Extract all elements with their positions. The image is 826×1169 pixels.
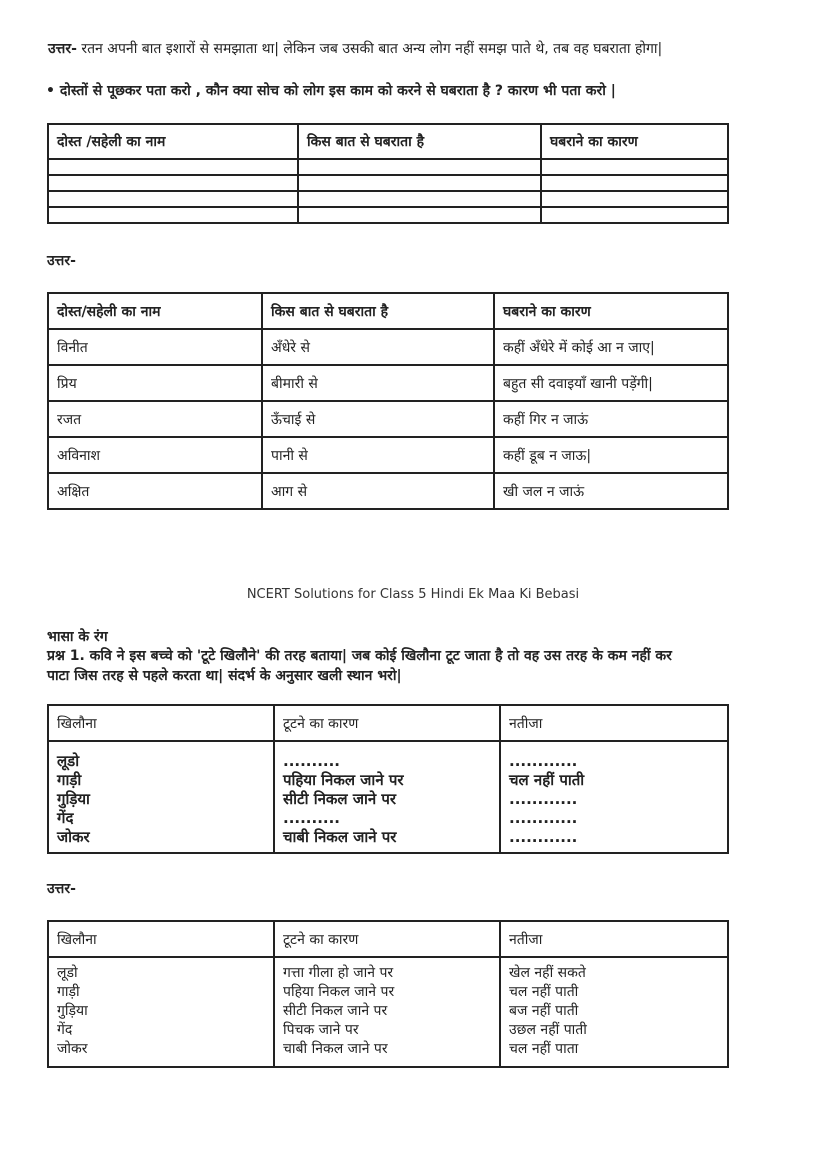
toy-label: गेंद: [57, 1022, 73, 1038]
table-header-cell: टूटने का कारण: [274, 705, 500, 741]
toy-label: गुड़िया: [57, 1003, 88, 1019]
result-label: ............: [509, 790, 578, 808]
results-cell: [500, 741, 728, 853]
table-header-row: [48, 705, 728, 741]
table-header-cell: घबराने का कारण: [541, 124, 728, 159]
reason-label: सीटी निकल जाने पर: [283, 1003, 388, 1019]
results-cell: [500, 957, 728, 1067]
answer-label: उत्तर-: [47, 881, 76, 897]
result-label: चल नहीं पाती: [509, 984, 579, 1000]
toy-question-table: [47, 704, 729, 854]
table-header-row: [48, 124, 728, 159]
table-row: [48, 741, 728, 853]
answer-label: उत्तर-: [47, 253, 76, 269]
toy-label: गाड़ी: [57, 984, 80, 1000]
table-row: [48, 329, 728, 365]
table-header-cell: किस बात से घबराता है: [298, 124, 541, 159]
reason-label: पिचक जाने पर: [283, 1022, 359, 1038]
reason-label: पहिया निकल जाने पर: [283, 984, 395, 1000]
friend-name-cell: अक्षित: [48, 473, 262, 509]
table-row: [48, 401, 728, 437]
reason-label: चाबी निकल जाने पर: [283, 828, 397, 846]
friend-name-cell: रजत: [48, 401, 262, 437]
friend-name-cell: अविनाश: [48, 437, 262, 473]
question-line-2: पाटा जिस तरह से पहले करता था| संदर्भ के अनुसार खली स्थान भरो|: [47, 668, 402, 684]
result-label: उछल नहीं पाती: [509, 1022, 587, 1038]
reason-label: ..........: [283, 752, 340, 770]
reason-label: गत्ता गीला हो जाने पर: [283, 965, 394, 981]
friends-table: [47, 292, 729, 510]
table-row: [48, 957, 728, 1067]
toy-label: जोकर: [57, 828, 90, 846]
result-label: ............: [509, 752, 578, 770]
blank-cell: [541, 159, 728, 175]
reason-label: पहिया निकल जाने पर: [283, 771, 404, 789]
blank-cell: [541, 191, 728, 207]
table-row: [48, 365, 728, 401]
toy-label: लूडो: [57, 752, 80, 770]
intro-answer-text: रतन अपनी बात इशारों से समझाता था| लेकिन जब उसकी बात अन्य लोग नहीं समझ पाते थे, तब वह घबराता होगा|: [81, 41, 663, 57]
friend-name-cell: प्रिय: [48, 365, 262, 401]
fear-cell: ऊँचाई से: [262, 401, 494, 437]
result-label: चल नहीं पाती: [509, 771, 585, 789]
blank-cell: [298, 207, 541, 223]
intro-answer: [48, 40, 662, 58]
blank-cell: [298, 191, 541, 207]
blank-friends-table: [47, 123, 729, 224]
table-row: [48, 191, 728, 207]
result-label: बज नहीं पाती: [509, 1003, 579, 1019]
blank-cell: [298, 159, 541, 175]
reason-label: सीटी निकल जाने पर: [283, 790, 397, 808]
toy-label: गुड़िया: [57, 790, 90, 808]
blank-cell: [48, 159, 298, 175]
fear-cell: पानी से: [262, 437, 494, 473]
blank-cell: [298, 175, 541, 191]
reason-cell: कहीं अँधेरे में कोई आ न जाए|: [494, 329, 728, 365]
intro-answer-label: उत्तर-: [48, 41, 77, 57]
table-header-cell: नतीजा: [500, 921, 728, 957]
table-header-cell: टूटने का कारण: [274, 921, 500, 957]
toy-label: गेंद: [57, 809, 74, 827]
reason-cell: कहीं गिर न जाऊं: [494, 401, 728, 437]
blank-cell: [48, 207, 298, 223]
colors-heading: भासा के रंग: [47, 629, 108, 645]
reason-cell: बहुत सी दवाइयाँ खानी पड़ेंगी|: [494, 365, 728, 401]
reason-cell: खी जल न जाऊं: [494, 473, 728, 509]
reason-cell: कहीं डूब न जाऊ|: [494, 437, 728, 473]
table-header-cell: घबराने का कारण: [494, 293, 728, 329]
blank-cell: [541, 207, 728, 223]
fear-cell: आग से: [262, 473, 494, 509]
table-row: [48, 437, 728, 473]
toy-label: जोकर: [57, 1041, 88, 1057]
table-row: [48, 207, 728, 223]
table-header-cell: किस बात से घबराता है: [262, 293, 494, 329]
activity-prompt: • दोस्तों से पूछकर पता करो , कौन क्या सोच को लोग इस काम को करने से घबराता है ? कारण भी पता करो |: [46, 83, 616, 99]
result-label: खेल नहीं सकते: [509, 965, 586, 981]
fear-cell: अँधेरे से: [262, 329, 494, 365]
table-header-cell: दोस्त/सहेली का नाम: [48, 293, 262, 329]
toys-cell: [48, 957, 274, 1067]
result-label: चल नहीं पाता: [509, 1041, 579, 1057]
friend-name-cell: विनीत: [48, 329, 262, 365]
table-header-cell: खिलौना: [48, 705, 274, 741]
result-label: ............: [509, 809, 578, 827]
result-label: ............: [509, 828, 578, 846]
table-header-cell: दोस्त /सहेली का नाम: [48, 124, 298, 159]
blank-cell: [48, 191, 298, 207]
blank-cell: [48, 175, 298, 191]
toy-label: लूडो: [57, 965, 78, 981]
table-row: [48, 159, 728, 175]
reason-label: ..........: [283, 809, 340, 827]
question-line-1: प्रश्न 1. कवि ने इस बच्चे को 'टूटे खिलौने' की तरह बताया| जब कोई खिलौना टूट जाता है तो वह उस तरह के कम नहीं कर: [47, 648, 672, 664]
toys-cell: [48, 741, 274, 853]
fear-cell: बीमारी से: [262, 365, 494, 401]
toy-label: गाड़ी: [57, 771, 82, 789]
reasons-cell: [274, 957, 500, 1067]
section-title: NCERT Solutions for Class 5 Hindi Ek Maa Ki Bebasi: [246, 587, 580, 602]
reasons-cell: [274, 741, 500, 853]
table-header-row: [48, 921, 728, 957]
table-header-row: [48, 293, 728, 329]
toy-answer-table: [47, 920, 729, 1068]
table-row: [48, 175, 728, 191]
blank-cell: [541, 175, 728, 191]
table-row: [48, 473, 728, 509]
table-header-cell: नतीजा: [500, 705, 728, 741]
reason-label: चाबी निकल जाने पर: [283, 1041, 388, 1057]
table-header-cell: खिलौना: [48, 921, 274, 957]
